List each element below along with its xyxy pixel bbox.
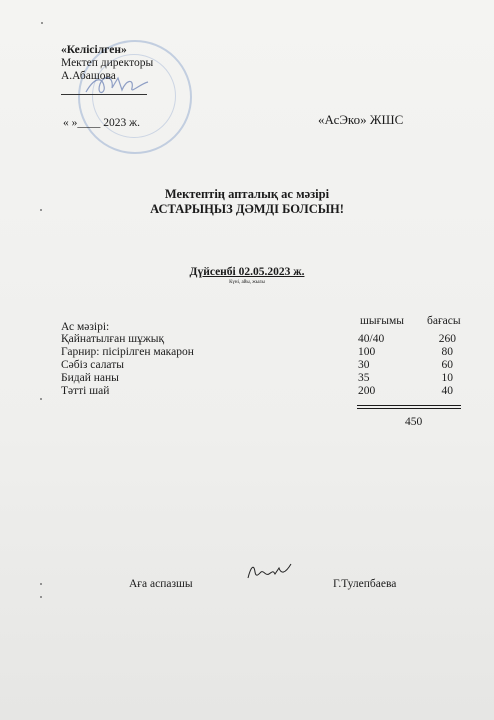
menu-total: 450 [405,416,423,428]
signature-line [61,94,147,95]
punch-dot [40,583,42,585]
chef-name: Г.Тулепбаева [333,578,397,590]
day-date: Дүйсенбі 02.05.2023 ж. [189,266,305,278]
menu-row [61,372,453,384]
chef-signature [245,560,293,582]
item-price: 40 [441,385,453,397]
approval-name: А.Абашова [61,70,116,82]
total-rule [357,408,461,409]
item-price: 80 [441,346,453,358]
menu-row [61,333,456,345]
menu-row [61,359,453,371]
column-header-yield: шығымы [360,315,405,327]
menu-slogan: АСТАРЫҢЫЗ ДӘМДІ БОЛСЫН! [150,202,344,216]
date-line: « »____ 2023 ж. [63,117,140,129]
item-name: Сәбіз салаты [61,359,124,371]
item-name: Бидай наны [61,372,119,384]
punch-dot [40,596,42,598]
item-yield: 40/40 [358,333,385,345]
punch-dot [40,398,42,400]
menu-row [61,346,453,358]
column-header-price: бағасы [427,315,461,327]
item-yield: 35 [358,372,370,384]
item-name: Тәтті шай [61,385,110,397]
item-yield: 30 [358,359,370,371]
item-price: 260 [438,333,456,345]
menu-title: Мектептің апталық ас мәзірі [164,187,330,201]
punch-dot [41,22,43,24]
menu-heading: Ас мәзірі: [61,321,110,333]
item-price: 10 [441,372,453,384]
punch-dot [40,209,42,211]
chef-label: Аға аспазшы [129,578,193,590]
total-rule [357,405,461,406]
item-yield: 200 [358,385,376,397]
item-name: Гарнир: пісірілген макарон [61,346,194,358]
item-price: 60 [441,359,453,371]
item-name: Қайнатылған шұжық [61,333,165,345]
day-caption: Күні, айы, жылы [229,280,265,285]
approval-position: Мектеп директоры [61,57,154,69]
menu-row [61,385,453,397]
approval-title: «Келісілген» [61,44,127,56]
company-name: «АсЭко» ЖШС [318,112,404,127]
item-yield: 100 [358,346,376,358]
